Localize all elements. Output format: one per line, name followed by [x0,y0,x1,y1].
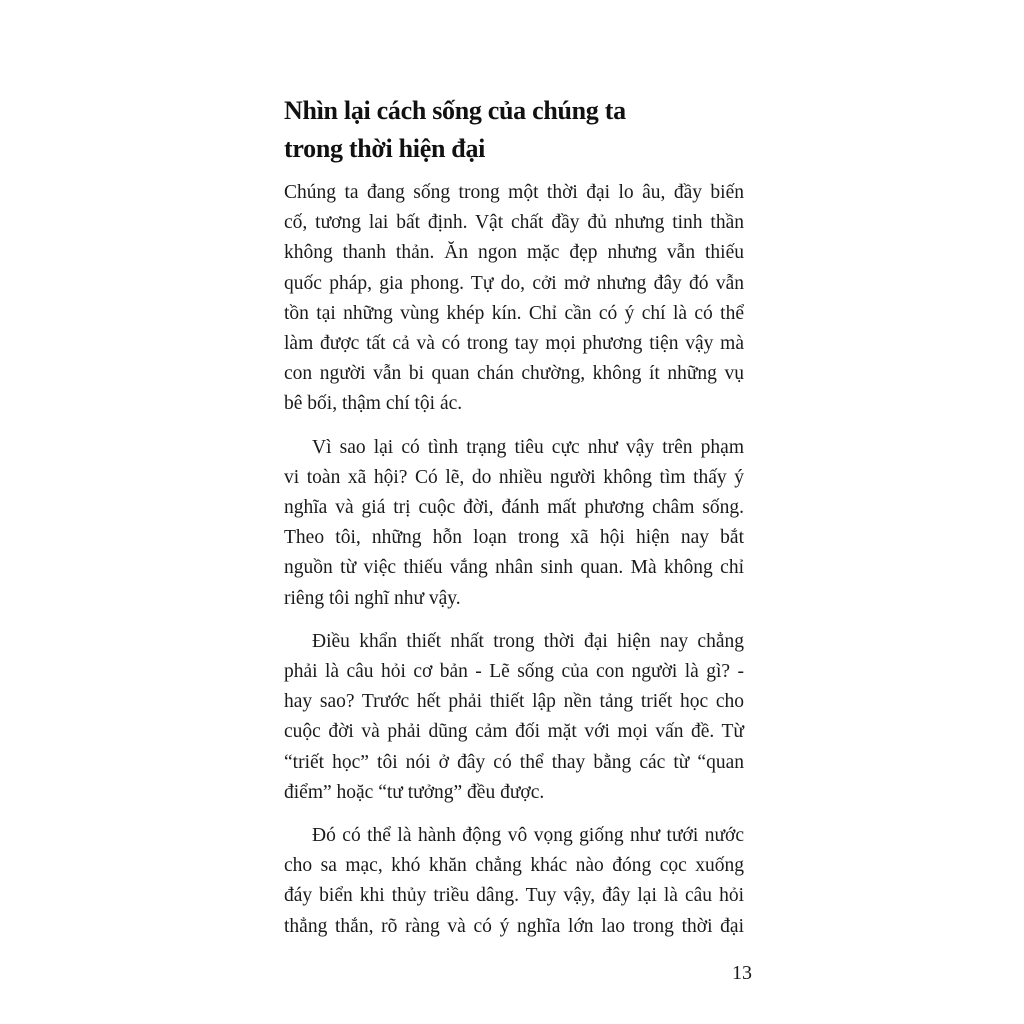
paragraph-1 [284,178,744,420]
text-line: nghĩa và giá trị cuộc đời, đánh mất phương châm sống. [284,497,744,519]
text-line: “triết học” tôi nói ở đây có thể thay bằng các từ “quan [284,751,744,773]
text-line: quốc pháp, gia phong. Tự do, cởi mở nhưng đây đó vẫn [284,272,744,294]
text-line: Chúng ta đang sống trong một thời đại lo âu, đầy biến [284,182,744,203]
text-line: Theo tôi, những hỗn loạn trong xã hội hiện nay bắt [284,527,744,549]
paragraph-4 [284,821,744,942]
text-line: Đó có thể là hành động vô vọng giống như tưới nước [312,825,744,847]
text-line: Điều khẩn thiết nhất trong thời đại hiện nay chẳng [312,630,744,652]
chapter-title-line-2: trong thời hiện đại [284,134,486,163]
text-line: thẳng thắn, rõ ràng và có ý nghĩa lớn lao trong thời đại [284,915,744,937]
chapter-title [284,92,764,168]
text-line: cố, tương lai bất định. Vật chất đầy đủ nhưng tinh thần [284,212,744,234]
chapter-title-line-1: Nhìn lại cách sống của chúng ta [284,96,626,125]
text-line: riêng tôi nghĩ như vậy. [284,587,461,609]
text-line: không thanh thản. Ăn ngon mặc đẹp nhưng vẫn thiếu [284,242,744,264]
text-line: hay sao? Trước hết phải thiết lập nền tảng triết học cho [284,691,744,713]
text-line: phải là câu hỏi cơ bản - Lẽ sống của con người là gì? - [284,661,744,683]
paragraph-2 [284,433,744,614]
text-line: tồn tại những vùng khép kín. Chỉ cần có ý chí là có thể [284,302,744,324]
text-line: nguồn từ việc thiếu vắng nhân sinh quan. Mà không chỉ [284,557,744,579]
text-line: đáy biển khi thủy triều dâng. Tuy vậy, đây lại là câu hỏi [284,885,744,907]
text-line: bê bối, thậm chí tội ác. [284,393,463,415]
text-line: điểm” hoặc “tư tưởng” đều được. [284,781,545,803]
text-line: Vì sao lại có tình trạng tiêu cực như vậy trên phạm [312,436,744,458]
text-line: con người vẫn bi quan chán chường, không ít những vụ [284,363,744,385]
paragraph-3 [284,627,744,808]
text-line: cuộc đời và phải dũng cảm đối mặt với mọi vấn đề. Từ [284,721,744,743]
text-line: cho sa mạc, khó khăn chẳng khác nào đóng cọc xuống [284,855,744,877]
text-line: vi toàn xã hội? Có lẽ, do nhiều người không tìm thấy ý [284,466,744,488]
text-line: làm được tất cả và có trong tay mọi phương tiện vậy mà [284,333,744,355]
page-number: 13 [732,962,752,984]
body-text [284,178,744,955]
